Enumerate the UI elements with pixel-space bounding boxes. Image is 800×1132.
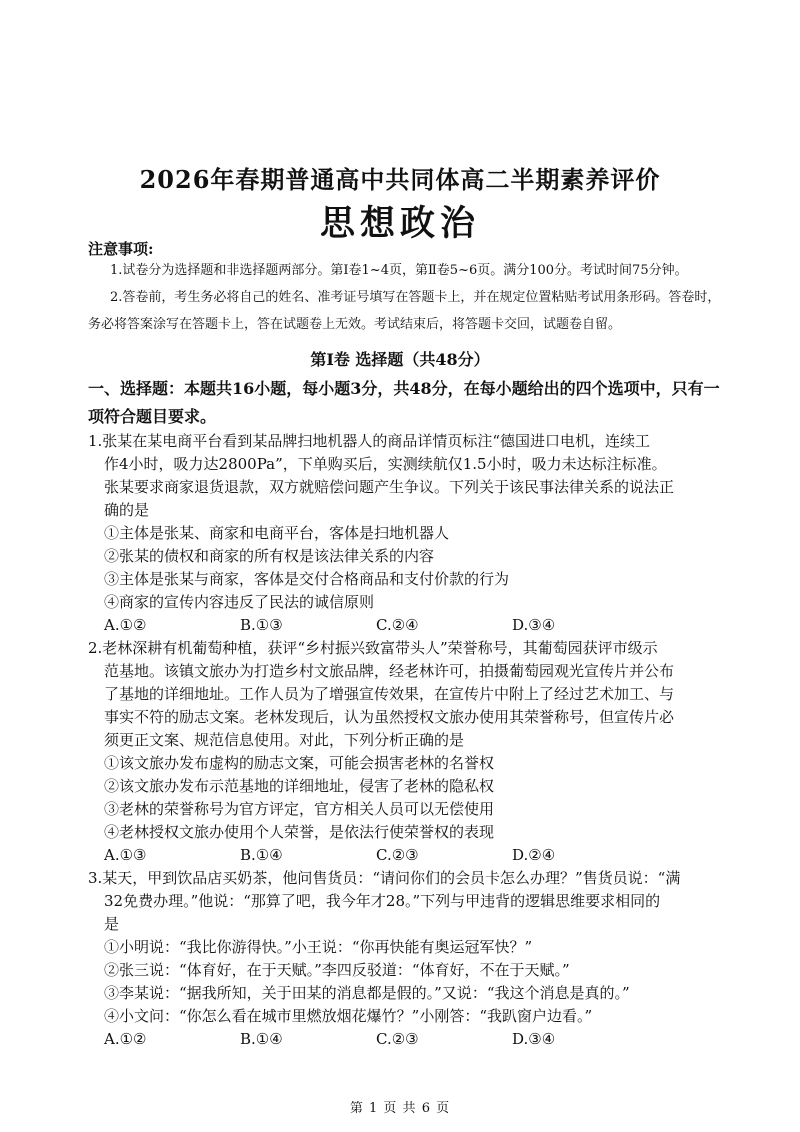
- q2-option-a: A.①③: [104, 846, 147, 864]
- q2-stem-line: 事实不符的励志文案。老林发现后，认为虽然授权文旅办使用其荣誉称号，但宣传片必: [104, 708, 675, 726]
- exam-title: 2026年春期普通高中共同体高二半期素养评价: [139, 165, 661, 194]
- q1-statement-3: ③主体是张某与商家，客体是交付合格商品和支付价款的行为: [104, 570, 510, 588]
- exam-subject: 思想政治: [319, 203, 480, 244]
- notice-item-2: 2.答卷前，考生务必将自己的姓名、准考证号填写在答题卡上，并在规定位置粘贴考试用条形码。答卷时，务必将答案涂写在答题卡上，答在试题卷上无效。考试结束后，将答题卡交回，试题卷自留。: [88, 290, 721, 332]
- q2-stem-line: 了基地的详细地址。工作人员为了增强宣传效果，在宣传片中附上了经过艺术加工、与: [104, 685, 675, 703]
- q2-stem-line: 须更正文案、规范信息使用。对此，下列分析正确的是: [104, 731, 465, 749]
- part-1-heading: 第Ⅰ卷 选择题（共48分）: [310, 350, 490, 369]
- notice-item-1: 1.试卷分为选择题和非选择题两部分。第Ⅰ卷1~4页，第Ⅱ卷5~6页。满分100分。考试时间75分钟。: [110, 263, 688, 278]
- q3-statement-4: ④小文问：“你怎么看在城市里燃放烟花爆竹？”小刚答：“我趴窗户边看。”: [104, 1007, 593, 1025]
- q3-options: [104, 1028, 648, 1051]
- q1-statement-2: ②张某的债权和商家的所有权是该法律关系的内容: [104, 547, 435, 565]
- q3-option-d: D.③④: [512, 1030, 556, 1048]
- q3-option-c: C.②③: [376, 1030, 419, 1048]
- q1-stem-line: 作4小时，吸力达2800Pa”，下单购买后，实测续航仅1.5小时，吸力未达标注标准。: [104, 455, 667, 473]
- q1-stem-line: 1.张某在某电商平台看到某品牌扫地机器人的商品详情页标注“德国进口电机，连续工: [88, 432, 650, 450]
- q1-statement-4: ④商家的宣传内容违反了民法的诚信原则: [104, 593, 375, 611]
- q1-statement-1: ①主体是张某、商家和电商平台，客体是扫地机器人: [104, 524, 450, 542]
- q3-statement-2: ②张三说：“体育好，在于天赋。”李四反驳道：“体育好，不在于天赋。”: [104, 961, 570, 979]
- q2-statement-3: ③老林的荣誉称号为官方评定，官方相关人员可以无偿使用: [104, 800, 495, 818]
- q3-statement-3: ③李某说：“据我所知，关于田某的消息都是假的。”又说：“我这个消息是真的。”: [104, 984, 630, 1002]
- q2-statement-4: ④老林授权文旅办使用个人荣誉，是依法行使荣誉权的表现: [104, 823, 495, 841]
- q2-option-c: C.②③: [376, 846, 419, 864]
- notice-heading: 注意事项:: [88, 240, 154, 258]
- q1-stem-line: 张某要求商家退货退款，双方就赔偿问题产生争议。下列关于该民事法律关系的说法正: [104, 478, 675, 496]
- q3-option-b: B.①④: [240, 1030, 283, 1048]
- q2-statement-2: ②该文旅办发布示范基地的详细地址，侵害了老林的隐私权: [104, 777, 495, 795]
- q1-stem-line: 确的是: [104, 501, 150, 519]
- q3-option-a: A.①②: [104, 1030, 147, 1048]
- page-number: 第 1 页 共 6 页: [349, 1101, 451, 1116]
- q2-stem-line: 范基地。该镇文旅办为打造乡村文旅品牌，经老林许可，拍摄葡萄园观光宣传片并公布: [104, 662, 675, 680]
- q3-stem-line: 是: [104, 915, 120, 933]
- section-1-instructions: 一、选择题：本题共16小题，每小题3分，共48分，在每小题给出的四个选项中，只有一项符合题目要求。: [88, 379, 720, 426]
- q1-options: [104, 614, 648, 637]
- q1-option-c: C.②④: [376, 616, 419, 634]
- q2-stem-line: 2.老林深耕有机葡萄种植，获评“乡村振兴致富带头人”荣誉称号，其葡萄园获评市级示: [88, 639, 658, 657]
- q2-options: [104, 844, 648, 867]
- q1-option-b: B.①③: [240, 616, 283, 634]
- q3-stem-line: 3.某天，甲到饮品店买奶茶，他问售货员：“请问你们的会员卡怎么办理？”售货员说：“满: [88, 869, 681, 887]
- q3-stem-line: 32免费办理。”他说：“那算了吧，我今年才28。”下列与甲违背的逻辑思维要求相同的: [104, 892, 661, 910]
- q2-option-b: B.①④: [240, 846, 283, 864]
- q1-option-a: A.①②: [104, 616, 147, 634]
- q3-statement-1: ①小明说：“我比你游得快。”小王说：“你再快能有奥运冠军快？”: [104, 938, 533, 956]
- q2-option-d: D.②④: [512, 846, 556, 864]
- q1-option-d: D.③④: [512, 616, 556, 634]
- q2-statement-1: ①该文旅办发布虚构的励志文案，可能会损害老林的名誉权: [104, 754, 495, 772]
